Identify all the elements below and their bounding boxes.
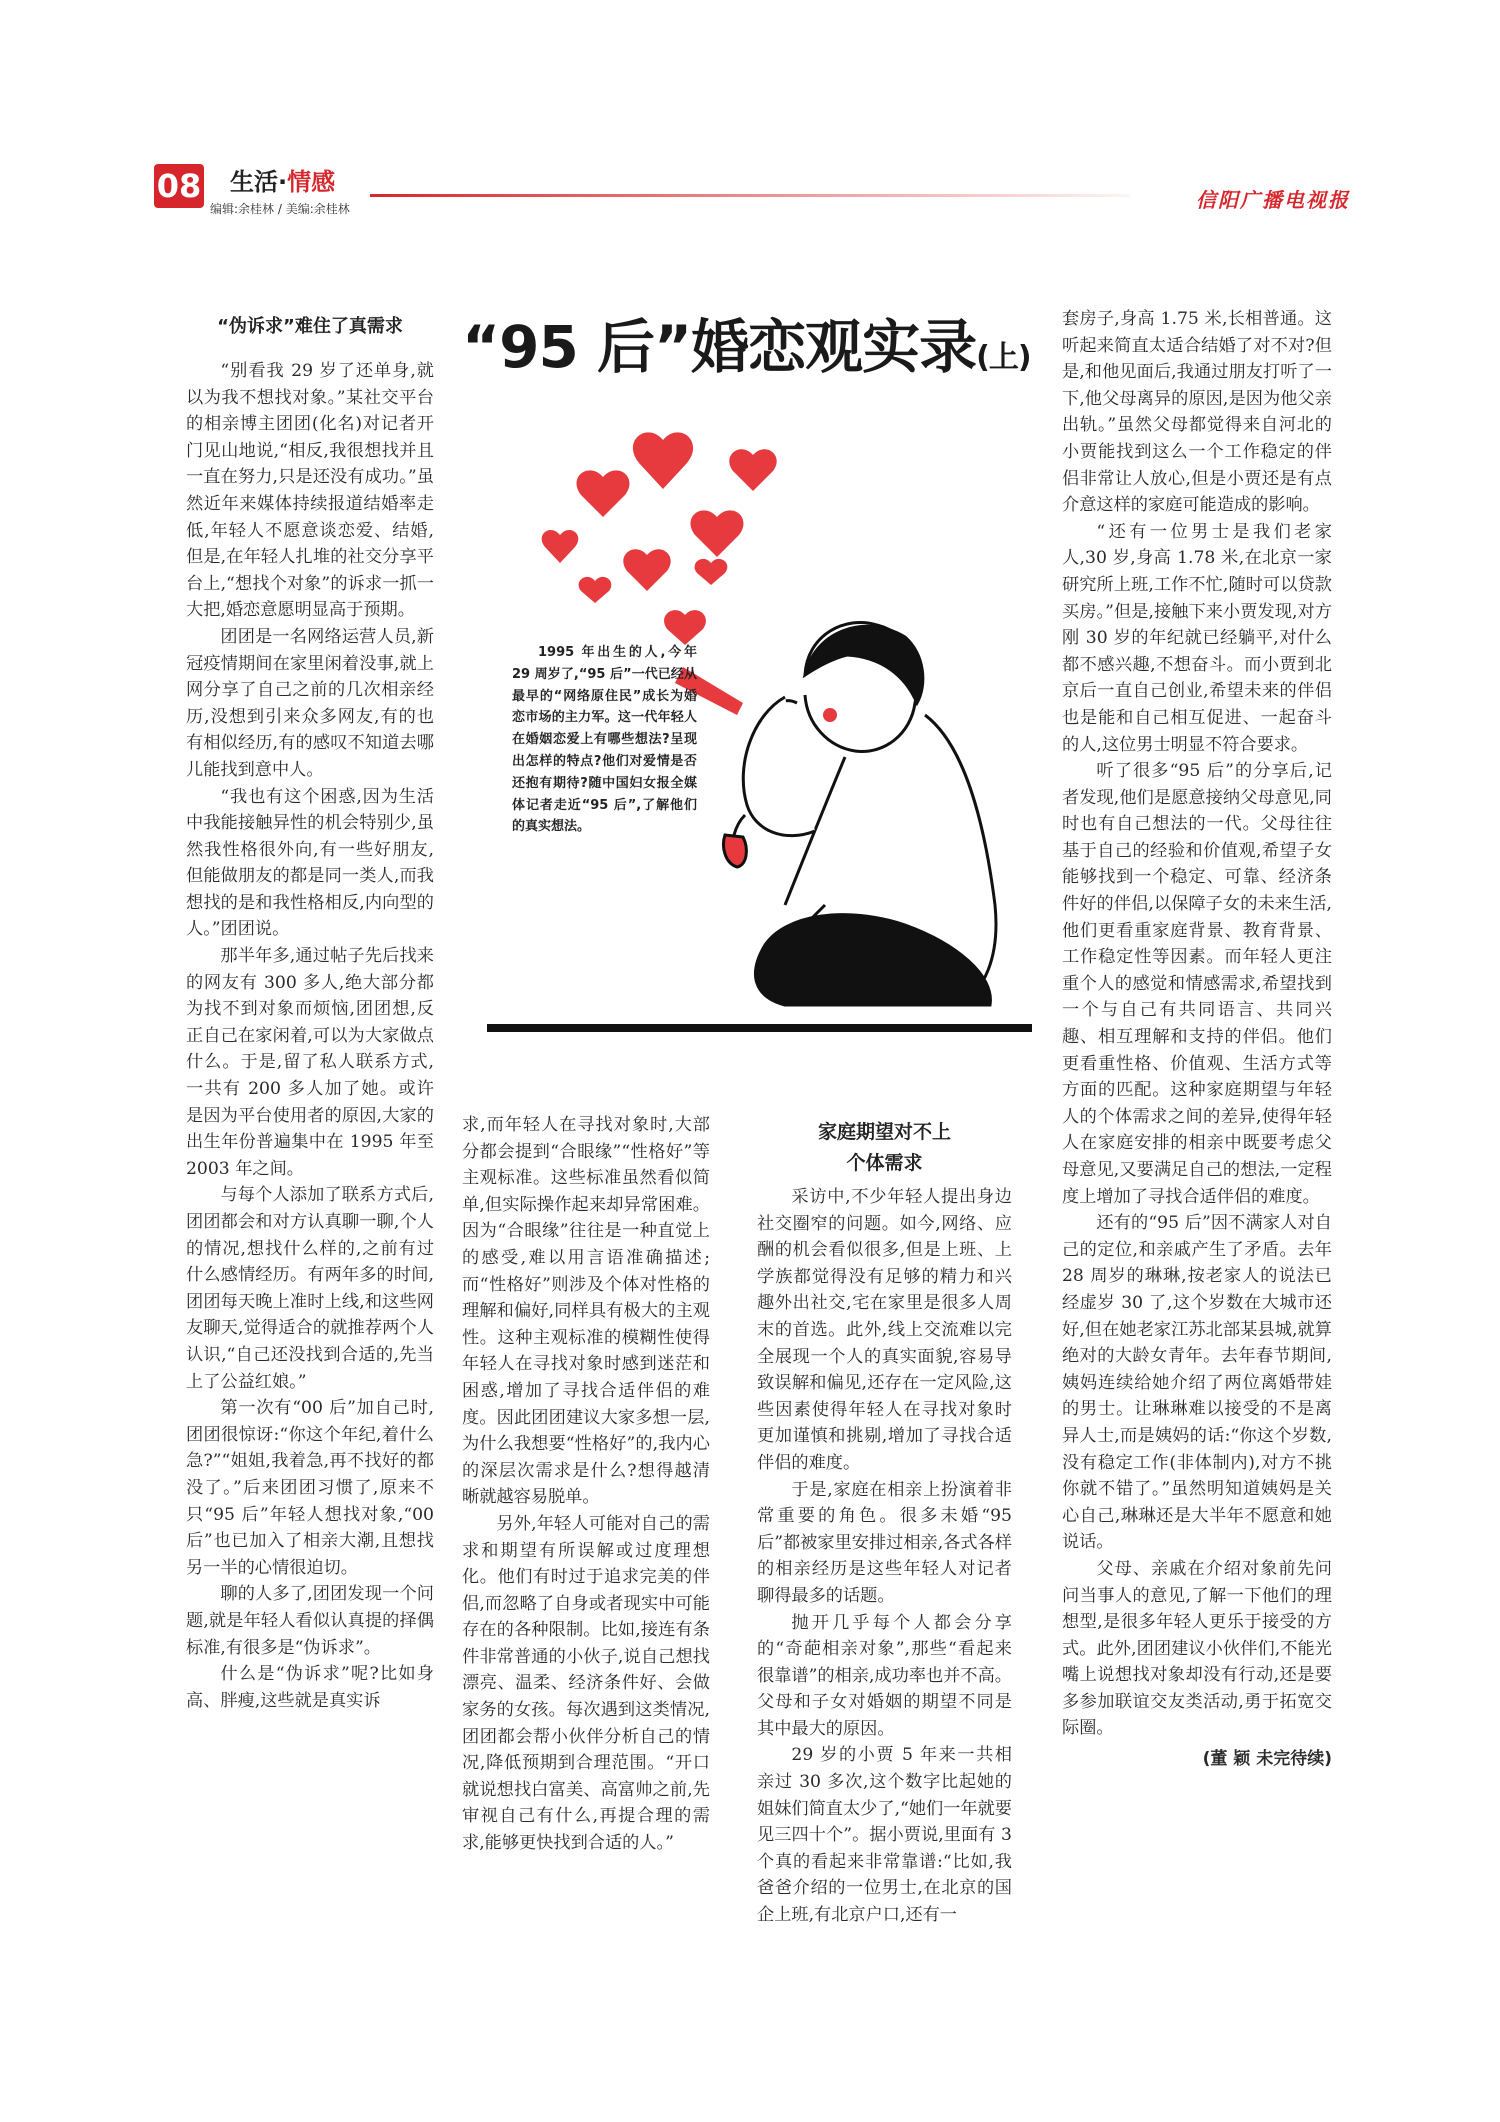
paragraph: 套房子,身高 1.75 米,长相普通。这听起来简直太适合结婚了对不对?但是,和他见面后,我通过朋友打听了一下,他父母离异的原因,是因为他父亲出轨。”虽然父母都觉得来自河北的小贾能找到这么一个工作稳定的伴侣非常让人放心,但是小贾还是有点介意这样的家庭可能造成的影响。 (1062, 309, 1332, 516)
section2-heading (757, 1117, 1012, 1179)
column-2 (462, 1112, 710, 1972)
paragraph: 另外,年轻人可能对自己的需求和期望有所误解或过度理想化。他们有时过于追求完美的伴侣,而忽略了自身或者现实中可能存在的各种限制。比如,接连有条件非常普通的小伙子,说自己想找漂亮、温柔、经济条件好、会做家务的女孩。每次遇到这类情况,团团都会帮小伙伴分析自己的情况,降低预期到合理范围。“开口就说想找白富美、高富帅之前,先审视自己有什么,再提合理的需求,能够更快找到合适的人。” (462, 1513, 710, 1854)
paragraph: 第一次有“00 后”加自己时,团团很惊讶:“你这个年纪,着什么急?”“姐姐,我着急,再不找好的都没了。”后来团团习惯了,原来不只“95 后”年轻人想找对象,“00 后”也已加入了相亲大潮,且想找另一半的心情很迫切。 (186, 1398, 434, 1578)
heart-icons (542, 432, 777, 645)
paragraph: 父母、亲戚在介绍对象前先问问当事人的意见,了解一下他们的理想型,是很多年轻人更乐于接受的方式。此外,团团建议小伙伴们,不能光嘴上说想找对象却没有行动,还是要多参加联谊交友类活动,勇于拓宽交际圈。 (1062, 1558, 1332, 1739)
title-main: “95 后”婚恋观实录 (462, 313, 977, 381)
section-sub: 情感 (287, 168, 336, 196)
paragraph: 采访中,不少年轻人提出身边社交圈窄的问题。如今,网络、应酬的机会看似很多,但是上班、上学族都觉得没有足够的精力和兴趣外出社交,宅在家里是很多人周末的首选。此外,线上交流难以完全展现一个人的真实面貌,容易导致误解和偏见,还存在一定风险,这些因素使得年轻人在寻找对象时更加谨慎和挑剔,增加了寻找合适伴侣的难度。 (757, 1187, 1012, 1473)
paragraph: “别看我 29 岁了还单身,就以为我不想找对象。”某社交平台的相亲博主团团(化名)对记者开门见山地说,“相反,我很想找并且一直在努力,只是还没有成功。”虽然近年来媒体持续报道结婚率走低,年轻人不愿意谈恋爱、结婚,但是,在年轻人扎堆的社交分享平台上,“想找个对象”的诉求一抓一大把,婚恋意愿明显高于预期。 (186, 361, 434, 621)
paragraph: “还有一位男士是我们老家人,30 岁,身高 1.78 米,在北京一家研究所上班,工作不忙,随时可以贷款买房。”但是,接触下来小贾发现,对方刚 30 岁的年纪就已经躺平,对什么都不感兴趣,不想奋斗。而小贾到北京后一直自己创业,希望未来的伴侣也是能和自己相互促进、一起奋斗的人,这位男士明显不符合要求。 (1062, 521, 1332, 755)
paragraph: 29 岁的小贾 5 年来一共相亲过 30 多次,这个数字比起她的姐妹们简直太少了,“她们一年就要见三四十个”。据小贾说,里面有 3 个真的看起来非常靠谱:“比如,我爸爸介绍的一位男士,在北京的国企上班,有北京户口,还有一 (757, 1745, 1012, 1926)
column-1 (186, 358, 434, 1968)
section-title (230, 162, 335, 197)
page-header (150, 160, 1350, 220)
paragraph: 聊的人多了,团团发现一个问题,就是年轻人看似认真提的择偶标准,有很多是“伪诉求”。 (186, 1584, 434, 1658)
paragraph: 那半年多,通过帖子先后找来的网友有 300 多人,绝大部分都为找不到对象而烦恼,团团想,反正自己在家闲着,可以为大家做点什么。于是,留了私人联系方式,一共有 200 多人加了她。或许是因为平台使用者的原因,大家的出生年份普遍集中在 1995 年至 2003 年之间。 (186, 946, 434, 1179)
lead-text: 1995 年出生的人,今年 29 周岁了,“95 后”一代已经从最早的“网络原住民”成长为婚恋市场的主力军。这一代年轻人在婚姻恋爱上有哪些想法?呈现出怎样的特点?他们对爱情是否还抱有期待?随中国妇女报全媒体记者走近“95 后”,了解他们的真实想法。 (512, 645, 697, 835)
paragraph: 求,而年轻人在寻找对象时,大部分都会提到“合眼缘”“性格好”等主观标准。这些标准虽然看似简单,但实际操作起来却异常困难。因为“合眼缘”往往是一种直觉上的感受,难以用言语准确描述;而“性格好”则涉及个体对性格的理解和偏好,同样具有极大的主观性。这种主观标准的模糊性使得年轻人在寻找对象时感到迷茫和困惑,增加了寻找合适伴侣的难度。因此团团建议大家多想一层,为什么我想要“性格好”的,我内心的深层次需求是什么?想得越清晰就越容易脱单。 (462, 1115, 710, 1508)
divider-bar (487, 1024, 1032, 1032)
section1-heading: “伪诉求”难住了真需求 (217, 316, 403, 337)
editor-credits: 编辑:余桂林 / 美编:余桂林 (210, 202, 350, 216)
paragraph: 与每个人添加了联系方式后,团团都会和对方认真聊一聊,个人的情况,想找什么样的,之前有过什么感情经历。有两年多的时间,团团每天晚上准时上线,和这些网友聊天,觉得适合的就推荐两个人认识,“自己还没找到合适的,先当上了公益红娘。” (186, 1185, 434, 1392)
column-3 (757, 1184, 1012, 2044)
lead-paragraph (512, 642, 697, 838)
column-4 (1062, 306, 1332, 1986)
newspaper-name: 信阳广播电视报 (1196, 188, 1350, 212)
page-number: 08 (154, 164, 204, 208)
title-suffix: (上) (976, 340, 1031, 375)
paragraph: 听了很多“95 后”的分享后,记者发现,他们是愿意接纳父母意见,同时也有自己想法的一代。父母往往基于自己的经验和价值观,希望子女能够找到一个稳定、可靠、经济条件好的伴侣,以保障子女的未来生活,他们更看重家庭背景、教育背景、工作稳定性等因素。而年轻人更注重个人的感觉和情感需求,希望找到一个与自己有共同语言、共同兴趣、相互理解和支持的伴侣。他们更看重性格、价值观、生活方式等方面的匹配。这种家庭期望与年轻人的个体需求之间的差异,使得年轻人在家庭安排的相亲中既要考虑父母意见,又要满足自己的想法,一定程度上增加了寻找合适伴侣的难度。 (1062, 761, 1332, 1207)
paragraph: “我也有这个困惑,因为生活中我能接触异性的机会特别少,虽然我性格很外向,有一些好朋友,但能做朋友的都是同一类人,而我想找的是和我性格相反,内向型的人。”团团说。 (186, 786, 434, 940)
article-title (462, 300, 1031, 384)
paragraph: 什么是“伪诉求”呢?比如身高、胖瘦,这些就是真实诉 (186, 1664, 434, 1711)
byline: (董 颖 未完待续) (1202, 1749, 1332, 1770)
header-rule (370, 194, 1130, 197)
person-figure (724, 622, 996, 1005)
section2-heading-line2: 个体需求 (846, 1152, 923, 1174)
paragraph: 团团是一名网络运营人员,新冠疫情期间在家里闲着没事,就上网分享了自己之前的几次相亲经历,没想到引来众多网友,有的也有相似经历,有的感叹不知道去哪儿能找到意中人。 (186, 626, 434, 780)
paragraph: 抛开几乎每个人都会分享的“奇葩相亲对象”,那些“看起来很靠谱”的相亲,成功率也并不高。父母和子女对婚姻的期望不同是其中最大的原因。 (757, 1612, 1012, 1739)
section2-heading-line1: 家庭期望对不上 (817, 1121, 951, 1143)
paragraph: 还有的“95 后”因不满家人对自己的定位,和亲戚产生了矛盾。去年 28 周岁的琳琳,按老家人的说法已经虚岁 30 了,这个岁数在大城市还好,但在她老家江苏北部某县城,就算绝对的大龄女青年。去年春节期间,姨妈连续给她介绍了两位离婚带娃的男士。让琳琳难以接受的不是离异人士,而是姨妈的话:“你这个岁数,没有稳定工作(非体制内),对方不挑你就不错了。”虽然明知道姨妈是关心自己,琳琳还是大半年不愿意和她说话。 (1062, 1213, 1332, 1553)
section-main: 生活· (230, 168, 288, 196)
paragraph: 于是,家庭在相亲上扮演着非常重要的角色。很多未婚“95 后”都被家里安排过相亲,各式各样的相亲经历是这些年轻人对记者聊得最多的话题。 (757, 1479, 1012, 1606)
